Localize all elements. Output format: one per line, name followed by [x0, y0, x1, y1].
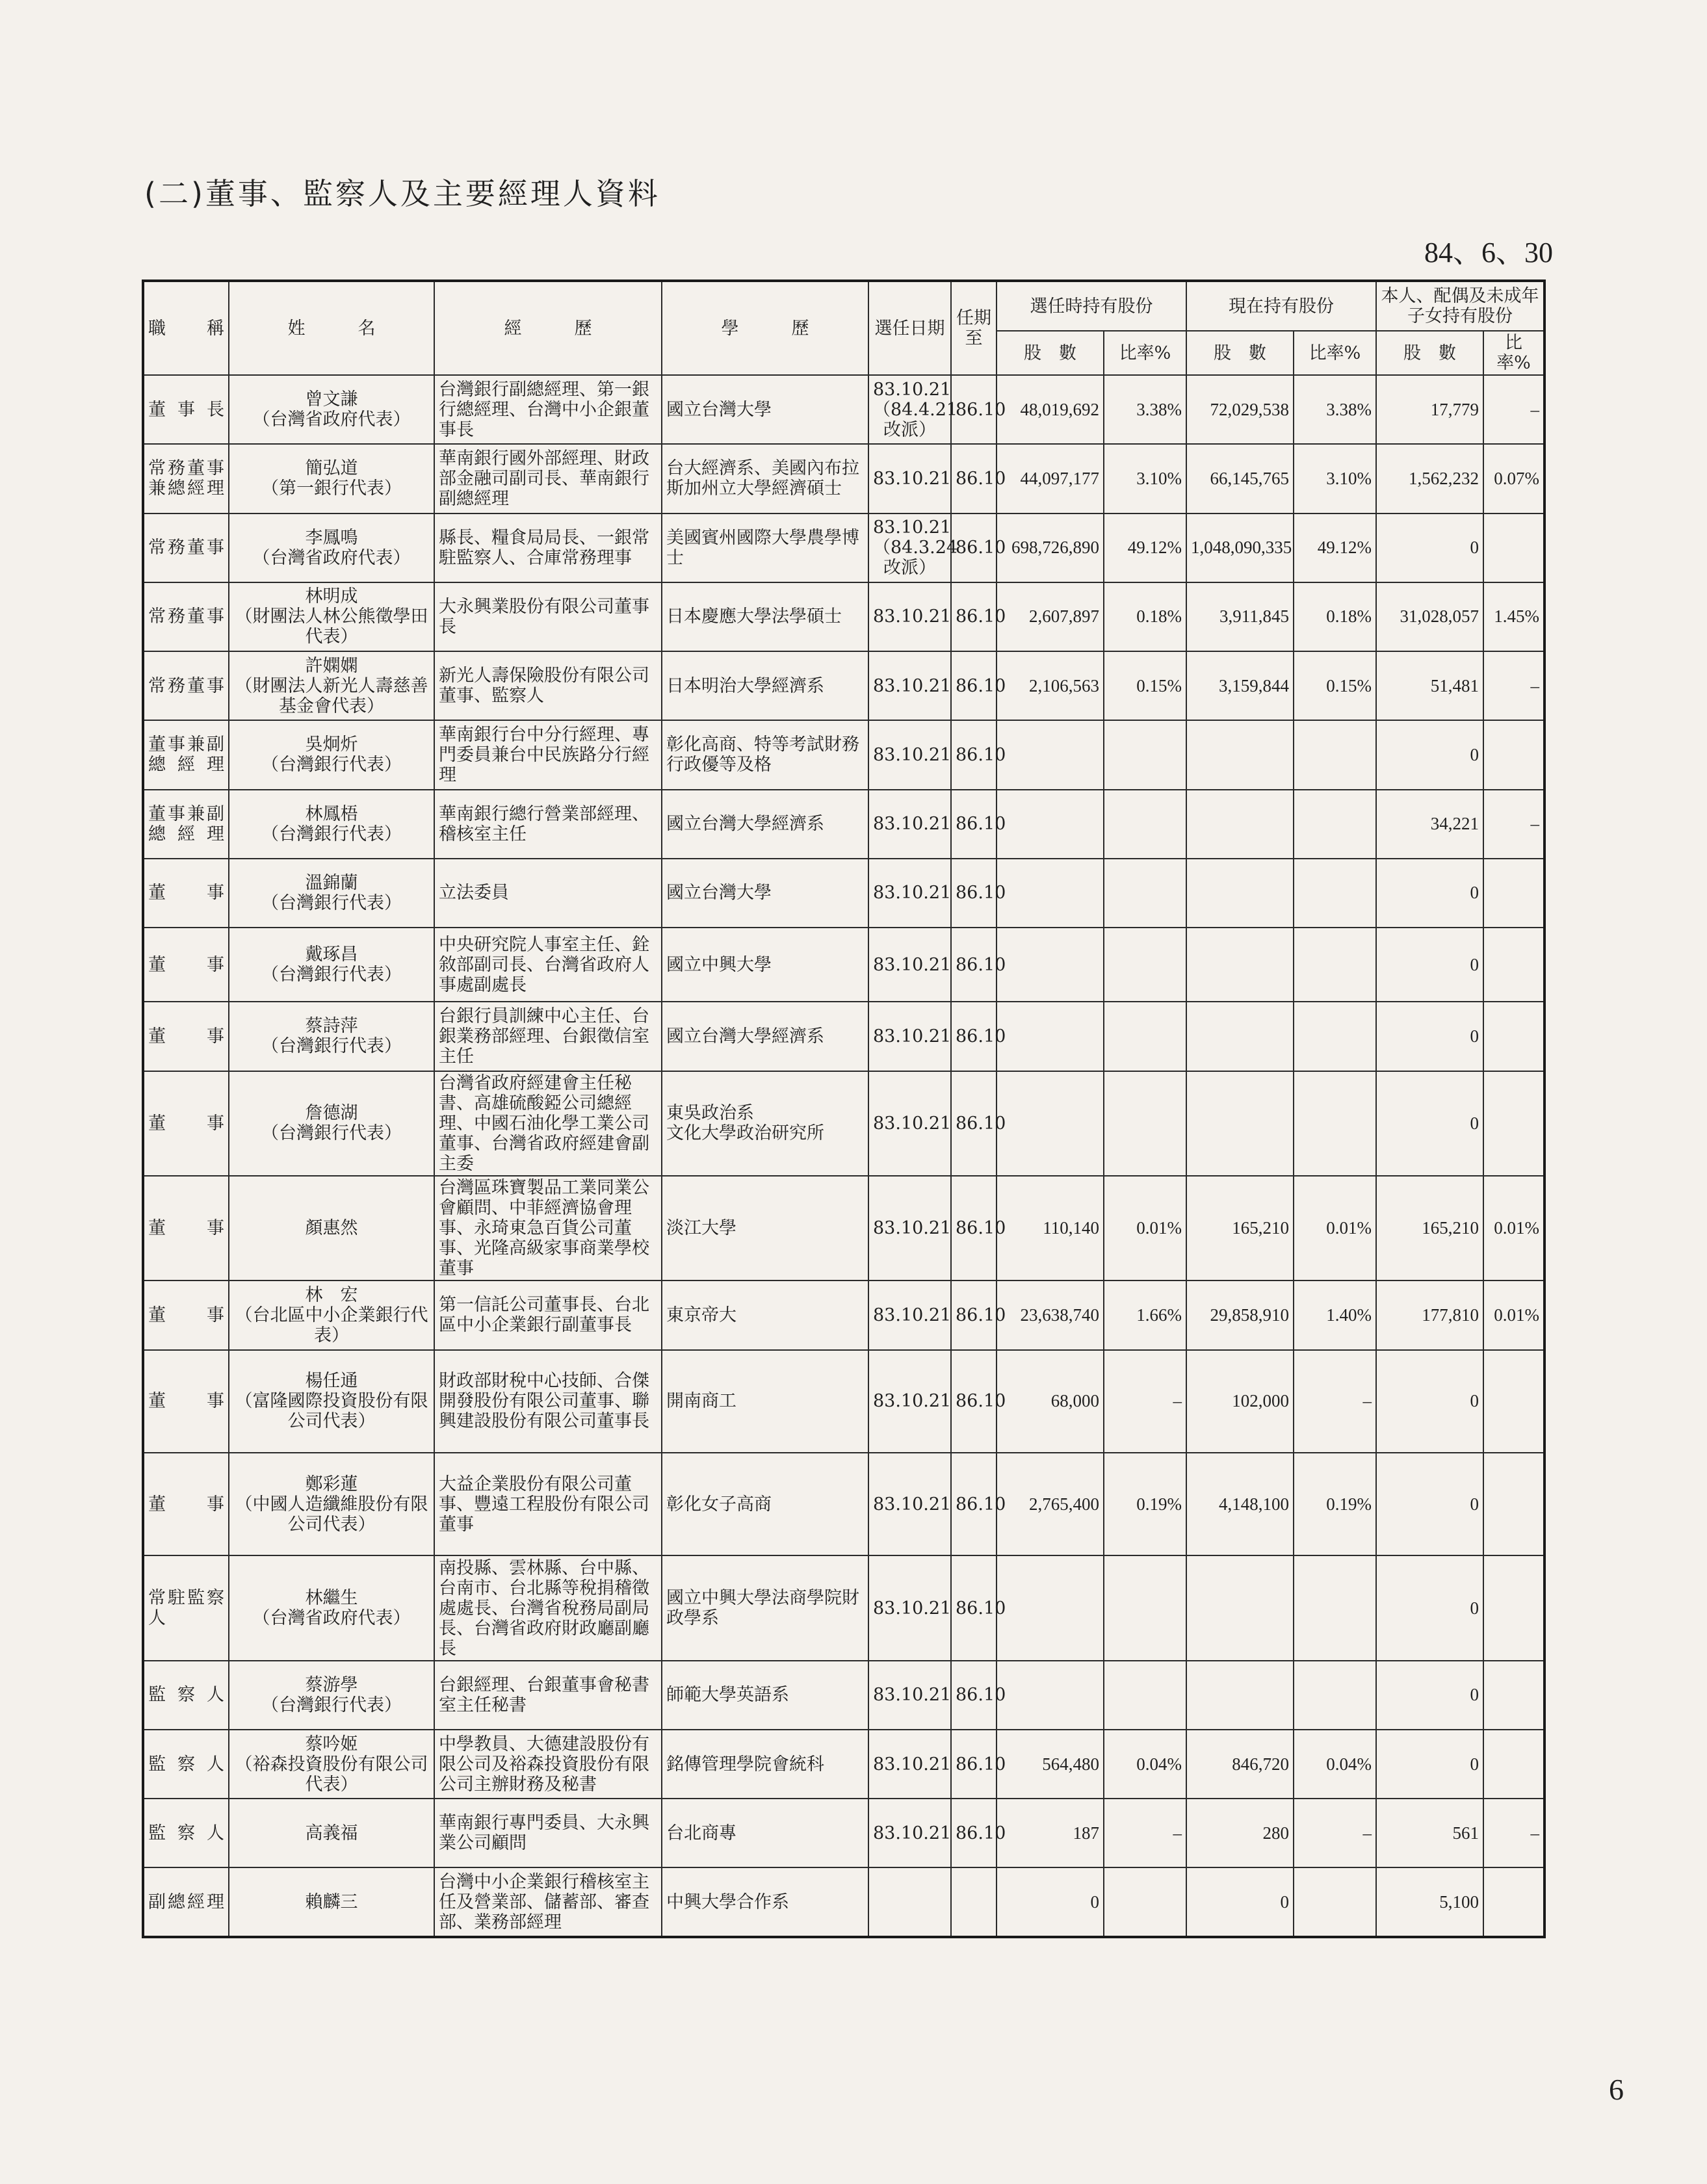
header-experience: 經 歷: [434, 281, 662, 375]
row-education: 東吳政治系 文化大學政治研究所: [662, 1071, 868, 1176]
row-shares-current: 29,858,910: [1186, 1280, 1294, 1349]
table-row: [143, 1661, 1544, 1730]
row-ratio-family: –: [1483, 1799, 1544, 1867]
row-ratio-current: 0.15%: [1294, 651, 1376, 720]
row-ratio-at-election: [1104, 790, 1186, 859]
row-title: 董事: [143, 1071, 229, 1176]
row-education: 國立台灣大學: [662, 859, 868, 928]
row-ratio-family: –: [1483, 375, 1544, 444]
row-shares-current: 280: [1186, 1799, 1294, 1867]
row-shares-at-election: [997, 1555, 1104, 1660]
row-term: 86.10: [951, 375, 997, 444]
header-shares: 股 數: [1376, 331, 1483, 375]
row-name: 蔡游學 （台灣銀行代表）: [229, 1661, 434, 1730]
row-education: 開南商工: [662, 1350, 868, 1453]
row-shares-at-election: [997, 1071, 1104, 1176]
row-experience: 華南銀行台中分行經理、專門委員兼台中民族路分行經理: [434, 720, 662, 789]
row-experience: 華南銀行總行營業部經理、稽核室主任: [434, 790, 662, 859]
row-experience: 台銀經理、台銀董事會秘書室主任秘書: [434, 1661, 662, 1730]
row-title: 常務董事兼總經理: [143, 444, 229, 513]
row-elected-date: 83.10.21: [868, 1730, 951, 1799]
row-shares-current: 846,720: [1186, 1730, 1294, 1799]
row-title: 常務董事: [143, 514, 229, 582]
row-shares-at-election: 564,480: [997, 1730, 1104, 1799]
row-shares-family: 0: [1376, 720, 1483, 789]
table-row: [143, 790, 1544, 859]
header-title: 職 稱: [143, 281, 229, 375]
row-elected-date: 83.10.21: [868, 1071, 951, 1176]
row-elected-date: 83.10.21: [868, 1555, 951, 1660]
row-name: 吳炯炘 （台灣銀行代表）: [229, 720, 434, 789]
row-experience: 華南銀行專門委員、大永興業公司顧問: [434, 1799, 662, 1867]
row-ratio-current: –: [1294, 1350, 1376, 1453]
row-ratio-current: [1294, 1002, 1376, 1071]
row-title: 監察人: [143, 1661, 229, 1730]
row-elected-date: 83.10.21: [868, 651, 951, 720]
row-ratio-family: [1483, 1730, 1544, 1799]
row-ratio-at-election: [1104, 1555, 1186, 1660]
row-ratio-family: [1483, 720, 1544, 789]
row-shares-at-election: 0: [997, 1867, 1104, 1937]
row-name: 李鳳鳴 （台灣省政府代表）: [229, 514, 434, 582]
row-ratio-family: [1483, 1867, 1544, 1937]
row-name: 蔡吟姬 （裕森投資股份有限公司代表）: [229, 1730, 434, 1799]
table-row: [143, 1280, 1544, 1349]
row-shares-family: 165,210: [1376, 1176, 1483, 1280]
row-education: 台大經濟系、美國內布拉斯加州立大學經濟碩士: [662, 444, 868, 513]
row-term: 86.10: [951, 1071, 997, 1176]
row-shares-current: [1186, 1002, 1294, 1071]
row-experience: 縣長、糧食局局長、一銀常駐監察人、合庫常務理事: [434, 514, 662, 582]
row-shares-at-election: [997, 1661, 1104, 1730]
row-shares-current: [1186, 790, 1294, 859]
row-education: 銘傳管理學院會統科: [662, 1730, 868, 1799]
row-shares-current: [1186, 1071, 1294, 1176]
row-title: 董事: [143, 1453, 229, 1555]
row-ratio-at-election: 0.15%: [1104, 651, 1186, 720]
table-row: [143, 928, 1544, 1002]
row-ratio-at-election: 3.10%: [1104, 444, 1186, 513]
row-elected-date: 83.10.21: [868, 859, 951, 928]
row-elected-date: 83.10.21: [868, 444, 951, 513]
row-shares-family: 0: [1376, 514, 1483, 582]
row-name: 楊任通 （富隆國際投資股份有限公司代表）: [229, 1350, 434, 1453]
row-ratio-at-election: [1104, 928, 1186, 1002]
row-elected-date: 83.10.21: [868, 582, 951, 651]
row-shares-current: [1186, 1661, 1294, 1730]
row-name: 曾文謙 （台灣省政府代表）: [229, 375, 434, 444]
row-shares-current: 165,210: [1186, 1176, 1294, 1280]
row-name: 戴琢昌 （台灣銀行代表）: [229, 928, 434, 1002]
table-row: [143, 514, 1544, 582]
row-term: 86.10: [951, 790, 997, 859]
row-shares-at-election: 68,000: [997, 1350, 1104, 1453]
row-ratio-family: –: [1483, 651, 1544, 720]
row-education: 淡江大學: [662, 1176, 868, 1280]
row-shares-at-election: 48,019,692: [997, 375, 1104, 444]
row-ratio-current: 0.19%: [1294, 1453, 1376, 1555]
row-ratio-current: 3.38%: [1294, 375, 1376, 444]
row-ratio-at-election: –: [1104, 1799, 1186, 1867]
header-shares: 股 數: [997, 331, 1104, 375]
row-term: 86.10: [951, 1280, 997, 1349]
row-ratio-current: 49.12%: [1294, 514, 1376, 582]
row-title: 常駐監察人: [143, 1555, 229, 1660]
row-ratio-family: 0.01%: [1483, 1176, 1544, 1280]
as-of-date: 84、6、30: [1424, 237, 1553, 268]
row-ratio-current: 0.04%: [1294, 1730, 1376, 1799]
row-title: 董事: [143, 928, 229, 1002]
row-ratio-current: 0.01%: [1294, 1176, 1376, 1280]
row-shares-current: [1186, 859, 1294, 928]
row-ratio-current: [1294, 1661, 1376, 1730]
row-name: 林 宏 （台北區中小企業銀行代表）: [229, 1280, 434, 1349]
row-shares-family: 5,100: [1376, 1867, 1483, 1937]
table-row: [143, 1867, 1544, 1937]
row-ratio-current: [1294, 720, 1376, 789]
row-shares-at-election: 44,097,177: [997, 444, 1104, 513]
page-number: 6: [1609, 2073, 1624, 2106]
row-experience: 台灣銀行副總經理、第一銀行總經理、台灣中小企銀董事長: [434, 375, 662, 444]
row-elected-date: 83.10.21: [868, 720, 951, 789]
row-title: 監察人: [143, 1799, 229, 1867]
row-name: 顏惠然: [229, 1176, 434, 1280]
row-shares-current: 102,000: [1186, 1350, 1294, 1453]
row-elected-date: 83.10.21 （84.3.24 改派）: [868, 514, 951, 582]
row-ratio-family: –: [1483, 790, 1544, 859]
row-ratio-at-election: –: [1104, 1350, 1186, 1453]
row-shares-at-election: [997, 720, 1104, 789]
row-education: 東京帝大: [662, 1280, 868, 1349]
row-ratio-family: [1483, 1071, 1544, 1176]
row-term: 86.10: [951, 1799, 997, 1867]
header-shares-family: 本人、配偶及未成年子女持有股份: [1376, 281, 1544, 331]
table-row: [143, 859, 1544, 928]
row-elected-date: 83.10.21: [868, 1176, 951, 1280]
table-row: [143, 651, 1544, 720]
row-shares-at-election: 110,140: [997, 1176, 1104, 1280]
row-education: 國立台灣大學: [662, 375, 868, 444]
row-experience: 台灣中小企業銀行稽核室主任及營業部、儲蓄部、審查部、業務部經理: [434, 1867, 662, 1937]
row-name: 林繼生 （台灣省政府代表）: [229, 1555, 434, 1660]
row-elected-date: 83.10.21: [868, 1350, 951, 1453]
row-education: 師範大學英語系: [662, 1661, 868, 1730]
row-term: 86.10: [951, 651, 997, 720]
row-shares-family: 34,221: [1376, 790, 1483, 859]
row-title: 董事長: [143, 375, 229, 444]
row-title: 董事: [143, 859, 229, 928]
row-title: 董事: [143, 1280, 229, 1349]
row-title: 董事: [143, 1350, 229, 1453]
row-ratio-family: [1483, 1661, 1544, 1730]
row-shares-at-election: 2,106,563: [997, 651, 1104, 720]
row-shares-at-election: [997, 1002, 1104, 1071]
row-ratio-current: 3.10%: [1294, 444, 1376, 513]
row-ratio-at-election: 0.18%: [1104, 582, 1186, 651]
row-term: 86.10: [951, 1555, 997, 1660]
row-shares-family: 0: [1376, 1555, 1483, 1660]
row-shares-family: 0: [1376, 1350, 1483, 1453]
table-row: [143, 375, 1544, 444]
row-name: 詹德湖 （台灣銀行代表）: [229, 1071, 434, 1176]
row-shares-at-election: 23,638,740: [997, 1280, 1104, 1349]
row-ratio-current: 1.40%: [1294, 1280, 1376, 1349]
row-term: 86.10: [951, 928, 997, 1002]
row-ratio-family: [1483, 1453, 1544, 1555]
row-shares-current: 72,029,538: [1186, 375, 1294, 444]
row-ratio-current: [1294, 1071, 1376, 1176]
header-shares: 股 數: [1186, 331, 1294, 375]
table-row: [143, 720, 1544, 789]
row-elected-date: 83.10.21: [868, 790, 951, 859]
row-ratio-at-election: [1104, 1661, 1186, 1730]
row-name: 溫錦蘭 （台灣銀行代表）: [229, 859, 434, 928]
row-term: 86.10: [951, 1730, 997, 1799]
row-name: 簡弘道 （第一銀行代表）: [229, 444, 434, 513]
row-experience: 華南銀行國外部經理、財政部金融司副司長、華南銀行副總經理: [434, 444, 662, 513]
row-term: 86.10: [951, 582, 997, 651]
row-title: 董事兼副總經理: [143, 790, 229, 859]
row-shares-family: 0: [1376, 928, 1483, 1002]
row-shares-family: 51,481: [1376, 651, 1483, 720]
row-shares-at-election: 698,726,890: [997, 514, 1104, 582]
header-education: 學 歷: [662, 281, 868, 375]
row-shares-at-election: [997, 859, 1104, 928]
row-shares-current: 1,048,090,335: [1186, 514, 1294, 582]
row-ratio-at-election: [1104, 859, 1186, 928]
directors-table: [142, 280, 1546, 1938]
row-ratio-current: –: [1294, 1799, 1376, 1867]
row-education: 美國賓州國際大學農學博士: [662, 514, 868, 582]
row-ratio-at-election: [1104, 720, 1186, 789]
row-ratio-family: [1483, 1555, 1544, 1660]
table-row: [143, 1730, 1544, 1799]
row-title: 常務董事: [143, 582, 229, 651]
header-ratio: 比率%: [1483, 331, 1544, 375]
row-title: 董事兼副總經理: [143, 720, 229, 789]
row-term: 86.10: [951, 1176, 997, 1280]
row-elected-date: 83.10.21: [868, 1453, 951, 1555]
row-shares-current: 3,159,844: [1186, 651, 1294, 720]
row-experience: 台灣區珠寶製品工業同業公會顧問、中菲經濟協會理事、永琦東急百貨公司董事、光隆高級家事商業學校董事: [434, 1176, 662, 1280]
row-ratio-at-election: [1104, 1867, 1186, 1937]
row-experience: 台灣省政府經建會主任秘書、高雄硫酸錏公司總經理、中國石油化學工業公司董事、台灣省政府經建會副主委: [434, 1071, 662, 1176]
row-elected-date: 83.10.21: [868, 1661, 951, 1730]
row-education: 國立台灣大學經濟系: [662, 1002, 868, 1071]
row-ratio-at-election: [1104, 1071, 1186, 1176]
row-shares-family: 0: [1376, 1002, 1483, 1071]
row-experience: 中學教員、大德建設股份有限公司及裕森投資股份有限公司主辦財務及秘書: [434, 1730, 662, 1799]
row-term: 86.10: [951, 444, 997, 513]
row-ratio-current: [1294, 928, 1376, 1002]
table-row: [143, 1453, 1544, 1555]
row-experience: 大永興業股份有限公司董事長: [434, 582, 662, 651]
table-row: [143, 582, 1544, 651]
row-shares-family: 0: [1376, 1730, 1483, 1799]
row-name: 許嫻嫻 （財團法人新光人壽慈善基金會代表）: [229, 651, 434, 720]
row-experience: 財政部財稅中心技師、合傑開發股份有限公司董事、聯興建設股份有限公司董事長: [434, 1350, 662, 1453]
row-ratio-current: [1294, 1555, 1376, 1660]
row-shares-family: 0: [1376, 859, 1483, 928]
row-experience: 大益企業股份有限公司董事、豐遠工程股份有限公司董事: [434, 1453, 662, 1555]
row-education: 國立台灣大學經濟系: [662, 790, 868, 859]
row-elected-date: 83.10.21: [868, 928, 951, 1002]
row-title: 副總經理: [143, 1867, 229, 1937]
row-shares-current: [1186, 928, 1294, 1002]
row-ratio-family: [1483, 1002, 1544, 1071]
header-name: 姓 名: [229, 281, 434, 375]
row-elected-date: 83.10.21: [868, 1280, 951, 1349]
row-experience: 第一信託公司董事長、台北區中小企業銀行副董事長: [434, 1280, 662, 1349]
row-experience: 中央研究院人事室主任、銓敘部副司長、台灣省政府人事處副處長: [434, 928, 662, 1002]
row-term: 86.10: [951, 720, 997, 789]
row-term: 86.10: [951, 1350, 997, 1453]
row-elected-date: 83.10.21: [868, 1799, 951, 1867]
row-name: 林鳳梧 （台灣銀行代表）: [229, 790, 434, 859]
header-shares-at-election: 選任時持有股份: [997, 281, 1186, 331]
row-ratio-family: [1483, 514, 1544, 582]
table-row: [143, 1555, 1544, 1660]
row-ratio-current: [1294, 859, 1376, 928]
row-elected-date: [868, 1867, 951, 1937]
row-shares-at-election: 187: [997, 1799, 1104, 1867]
row-term: 86.10: [951, 514, 997, 582]
row-ratio-at-election: 3.38%: [1104, 375, 1186, 444]
row-shares-at-election: 2,765,400: [997, 1453, 1104, 1555]
row-ratio-family: [1483, 1350, 1544, 1453]
row-shares-current: 66,145,765: [1186, 444, 1294, 513]
header-term: 任期至: [951, 281, 997, 375]
row-shares-family: 561: [1376, 1799, 1483, 1867]
row-shares-at-election: [997, 928, 1104, 1002]
row-ratio-family: [1483, 859, 1544, 928]
row-shares-family: 177,810: [1376, 1280, 1483, 1349]
row-term: 86.10: [951, 859, 997, 928]
row-name: 蔡詩萍 （台灣銀行代表）: [229, 1002, 434, 1071]
row-title: 董事: [143, 1176, 229, 1280]
page-title: (二)董事、監察人及主要經理人資料: [144, 176, 660, 211]
header-ratio: 比率%: [1104, 331, 1186, 375]
row-shares-family: 0: [1376, 1071, 1483, 1176]
header-elected-date: 選任日期: [868, 281, 951, 375]
row-ratio-family: 1.45%: [1483, 582, 1544, 651]
row-education: 台北商專: [662, 1799, 868, 1867]
row-name: 林明成 （財團法人林公熊徵學田代表）: [229, 582, 434, 651]
row-name: 鄭彩蓮 （中國人造纖維股份有限公司代表）: [229, 1453, 434, 1555]
row-ratio-at-election: 49.12%: [1104, 514, 1186, 582]
row-shares-current: 0: [1186, 1867, 1294, 1937]
row-experience: 台銀行員訓練中心主任、台銀業務部經理、台銀徵信室主任: [434, 1002, 662, 1071]
row-shares-family: 31,028,057: [1376, 582, 1483, 651]
table-row: [143, 1350, 1544, 1453]
row-experience: 立法委員: [434, 859, 662, 928]
row-term: 86.10: [951, 1661, 997, 1730]
row-shares-family: 0: [1376, 1453, 1483, 1555]
row-experience: 新光人壽保險股份有限公司董事、監察人: [434, 651, 662, 720]
table-row: [143, 1002, 1544, 1071]
row-shares-at-election: 2,607,897: [997, 582, 1104, 651]
row-shares-current: 3,911,845: [1186, 582, 1294, 651]
row-term: 86.10: [951, 1002, 997, 1071]
row-title: 董事: [143, 1002, 229, 1071]
row-title: 監察人: [143, 1730, 229, 1799]
table-row: [143, 1176, 1544, 1280]
header-shares-current: 現在持有股份: [1186, 281, 1376, 331]
row-ratio-family: 0.01%: [1483, 1280, 1544, 1349]
row-ratio-at-election: 1.66%: [1104, 1280, 1186, 1349]
row-education: 中興大學合作系: [662, 1867, 868, 1937]
table-row: [143, 444, 1544, 513]
row-education: 彰化高商、特等考試財務行政優等及格: [662, 720, 868, 789]
row-title: 常務董事: [143, 651, 229, 720]
row-education: 國立中興大學法商學院財政學系: [662, 1555, 868, 1660]
row-ratio-current: 0.18%: [1294, 582, 1376, 651]
row-ratio-family: 0.07%: [1483, 444, 1544, 513]
header-ratio: 比率%: [1294, 331, 1376, 375]
row-shares-current: 4,148,100: [1186, 1453, 1294, 1555]
row-ratio-at-election: 0.01%: [1104, 1176, 1186, 1280]
table-row: [143, 1799, 1544, 1867]
row-term: [951, 1867, 997, 1937]
row-ratio-at-election: [1104, 1002, 1186, 1071]
row-shares-family: 17,779: [1376, 375, 1483, 444]
row-ratio-at-election: 0.04%: [1104, 1730, 1186, 1799]
row-term: 86.10: [951, 1453, 997, 1555]
row-shares-current: [1186, 1555, 1294, 1660]
row-elected-date: 83.10.21 （84.4.21 改派）: [868, 375, 951, 444]
table-row: [143, 1071, 1544, 1176]
row-ratio-current: [1294, 1867, 1376, 1937]
row-elected-date: 83.10.21: [868, 1002, 951, 1071]
row-education: 日本慶應大學法學碩士: [662, 582, 868, 651]
row-education: 彰化女子高商: [662, 1453, 868, 1555]
row-shares-at-election: [997, 790, 1104, 859]
row-education: 日本明治大學經濟系: [662, 651, 868, 720]
row-shares-family: 1,562,232: [1376, 444, 1483, 513]
row-ratio-at-election: 0.19%: [1104, 1453, 1186, 1555]
row-ratio-family: [1483, 928, 1544, 1002]
row-ratio-current: [1294, 790, 1376, 859]
row-shares-current: [1186, 720, 1294, 789]
row-name: 高義福: [229, 1799, 434, 1867]
row-name: 賴麟三: [229, 1867, 434, 1937]
row-experience: 南投縣、雲林縣、台中縣、台南市、台北縣等稅捐稽徵處處長、台灣省稅務局副局長、台灣省政府財政廳副廳長: [434, 1555, 662, 1660]
row-education: 國立中興大學: [662, 928, 868, 1002]
row-shares-family: 0: [1376, 1661, 1483, 1730]
